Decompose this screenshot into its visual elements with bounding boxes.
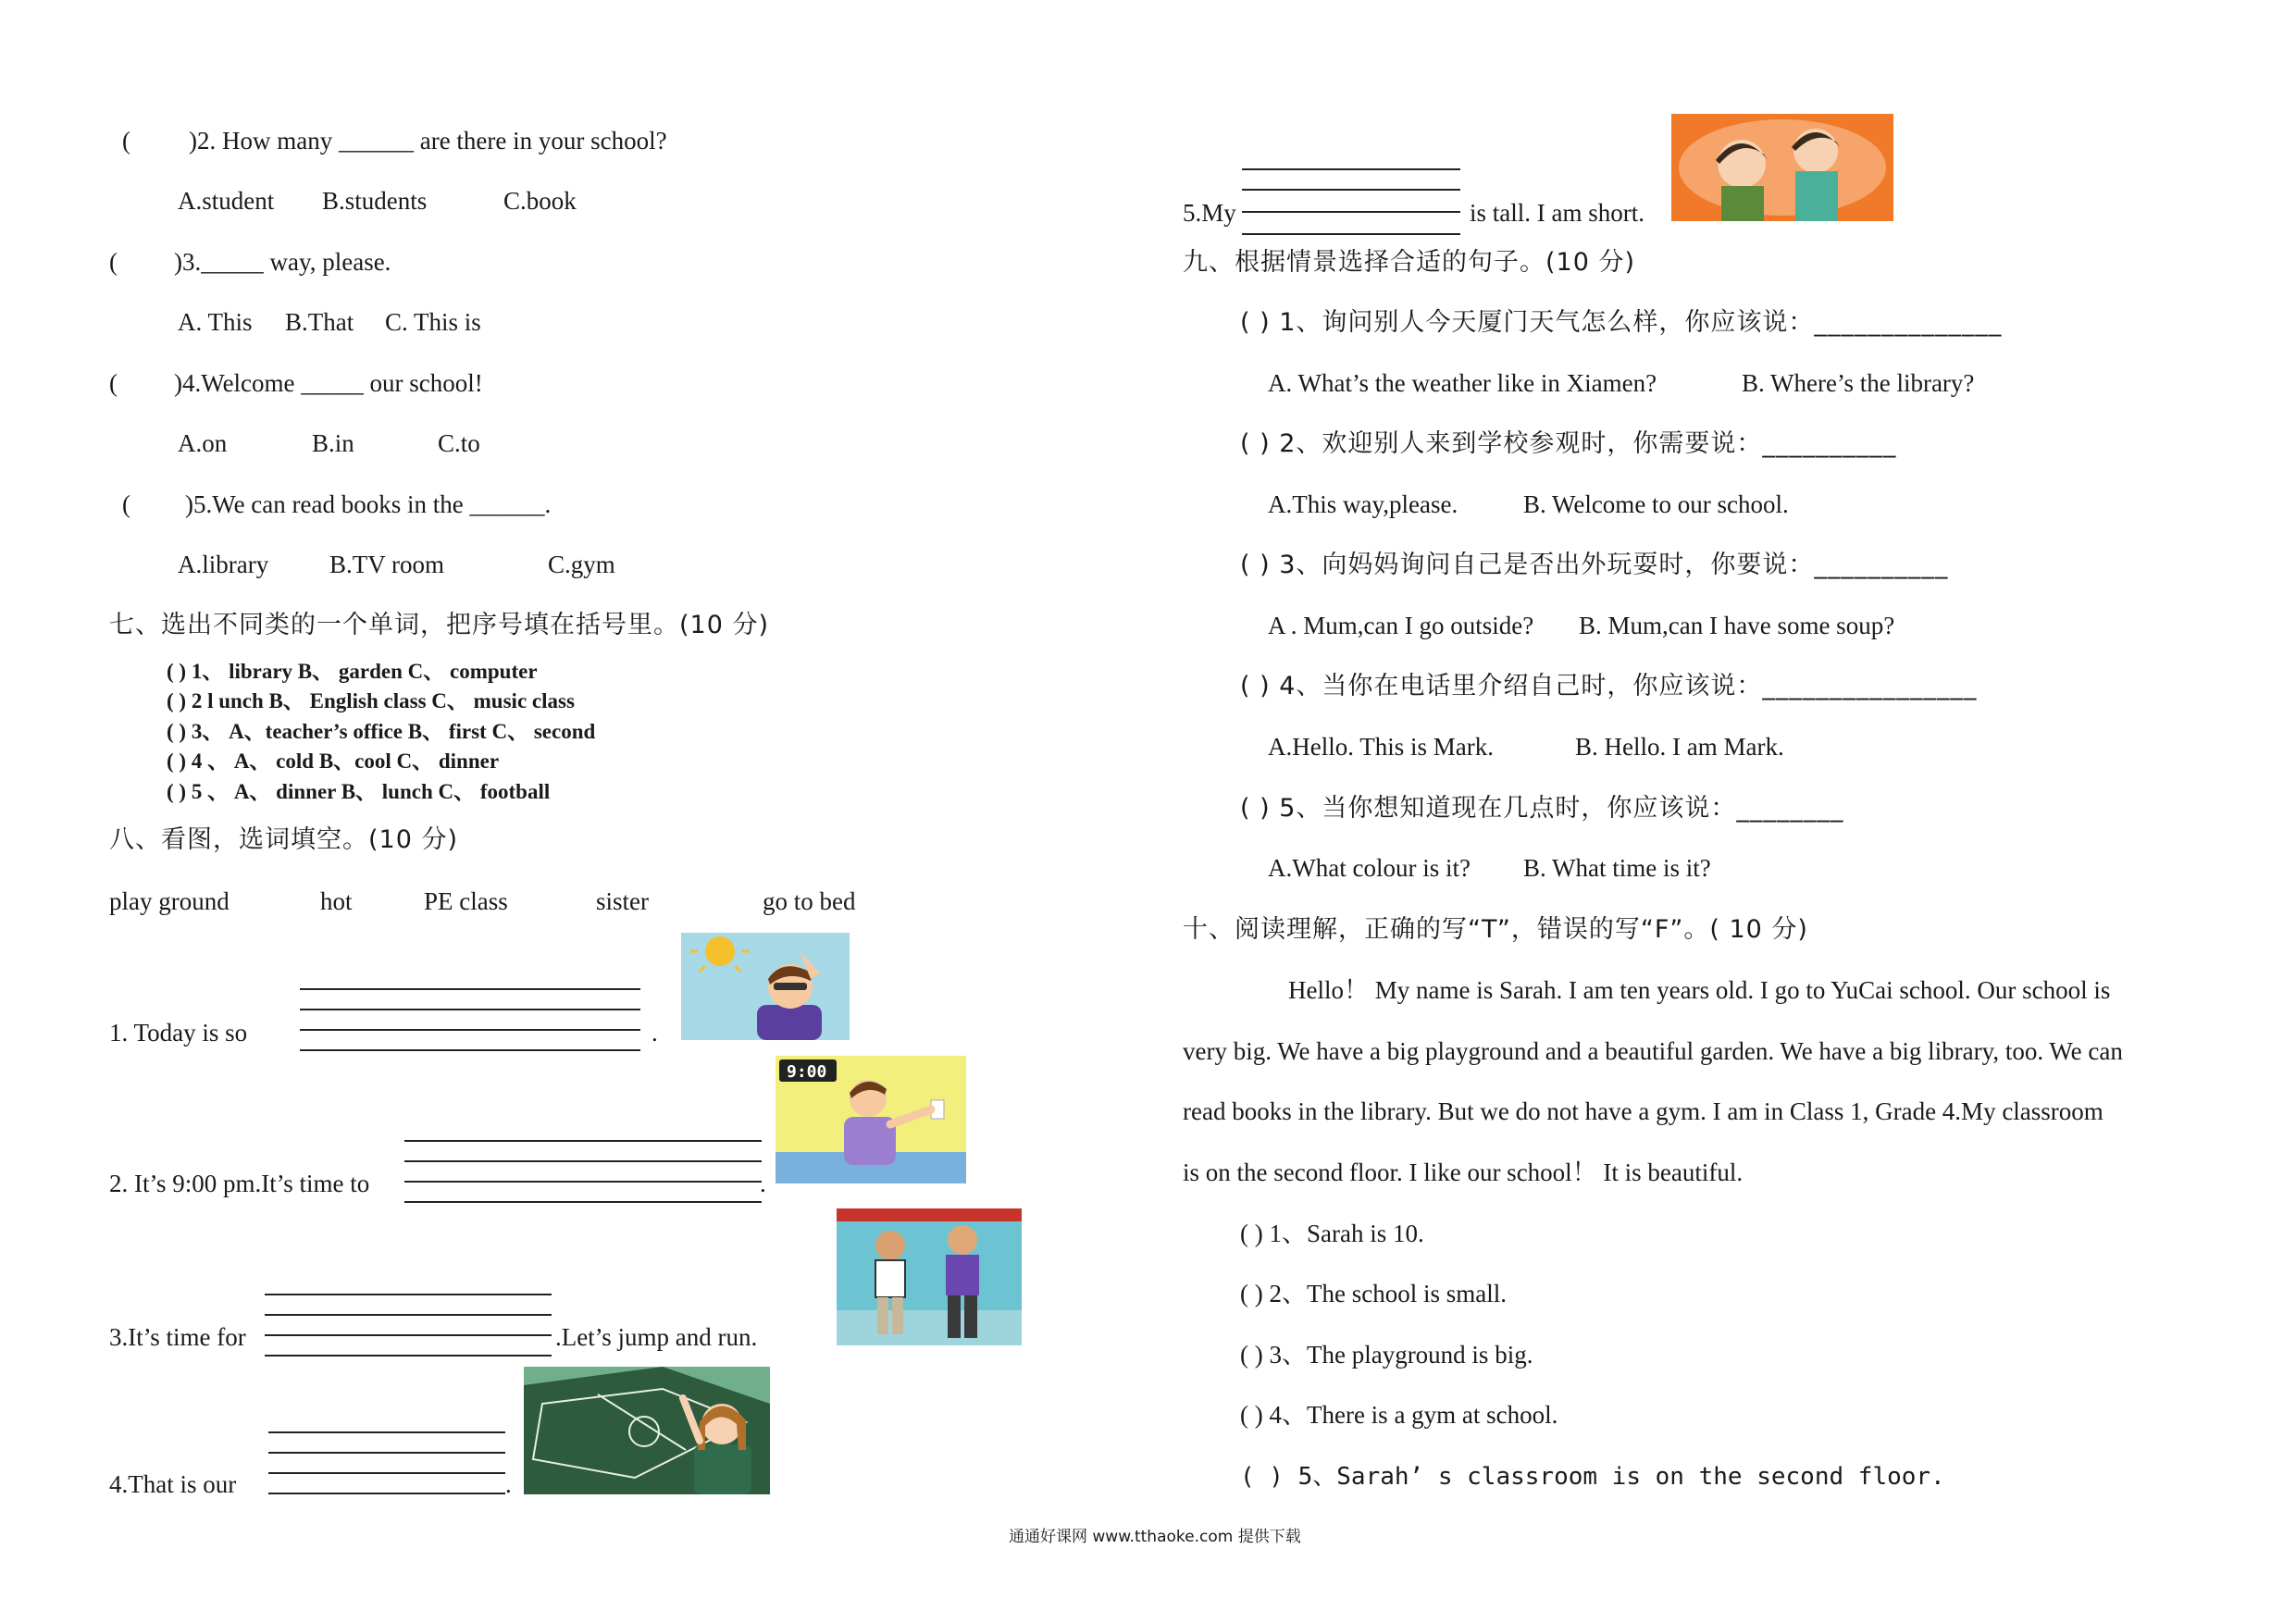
answer-line — [404, 1181, 762, 1183]
sec10-item-4: ( ) 4、There is a gym at school. — [1240, 1401, 1558, 1429]
answer-line — [404, 1160, 762, 1162]
playground-girl-picture — [524, 1367, 770, 1494]
sec10-item-1: ( ) 1、Sarah is 10. — [1240, 1220, 1424, 1247]
word-bank-1: play ground — [109, 887, 230, 915]
q3-text: )3._____ way, please. — [174, 248, 391, 276]
two-boys-picture — [837, 1208, 1022, 1345]
passage-line-4: is on the second floor. I like our school！ It is beautiful. — [1183, 1158, 1744, 1186]
sec9-q2: ( ) 2、欢迎别人来到学校参观时，你需要说：__________ — [1240, 429, 1897, 458]
sec9-q2-option-b: B. Welcome to our school. — [1523, 490, 1789, 518]
two-kids-picture — [1671, 114, 1893, 221]
sec9-q4-option-b: B. Hello. I am Mark. — [1575, 733, 1784, 761]
passage-line-3: read books in the library. But we do not have a gym. I am in Class 1, Grade 4.My classroom — [1183, 1097, 2104, 1125]
sec9-q3-option-a: A . Mum,can I go outside? — [1268, 612, 1534, 639]
answer-line — [265, 1355, 552, 1357]
svg-text:9:00: 9:00 — [787, 1062, 827, 1082]
answer-line — [1242, 189, 1460, 191]
answer-line — [300, 1049, 640, 1051]
sec9-q5-option-b: B. What time is it? — [1523, 854, 1711, 882]
sec10-item-2: ( ) 2、The school is small. — [1240, 1280, 1507, 1307]
sec9-q5-option-a: A.What colour is it? — [1268, 854, 1471, 882]
answer-line — [268, 1431, 505, 1433]
answer-line — [300, 988, 640, 990]
q5-paren: ( — [122, 490, 130, 518]
sec9-q1: ( ) 1、询问别人今天厦门天气怎么样，你应该说：______________ — [1240, 308, 2003, 337]
sec9-q2-option-a: A.This way,please. — [1268, 490, 1458, 518]
sec8-item-3-suffix: .Let’s jump and run. — [555, 1323, 758, 1351]
word-bank-5: go to bed — [763, 887, 856, 915]
sec9-q3: ( ) 3、向妈妈询问自己是否出外玩耍时，你要说：__________ — [1240, 551, 1949, 579]
sec9-q5: ( ) 5、当你想知道现在几点时，你应该说：________ — [1240, 794, 1844, 823]
q4-text: )4.Welcome _____ our school! — [174, 369, 483, 397]
answer-line — [268, 1472, 505, 1474]
q3-paren: ( — [109, 248, 118, 276]
answer-line — [404, 1201, 762, 1203]
answer-line — [1242, 168, 1460, 170]
q4-option-c: C.to — [438, 429, 480, 457]
word-bank-4: sister — [596, 887, 649, 915]
sec10-item-3: ( ) 3、The playground is big. — [1240, 1341, 1533, 1369]
q2-text: )2. How many ______ are there in your school? — [189, 127, 667, 155]
q3-option-a: A. This — [178, 308, 253, 336]
q2-paren: ( — [122, 127, 130, 155]
q4-option-a: A.on — [178, 429, 228, 457]
q3-option-b: B.That — [285, 308, 354, 336]
passage-line-2: very big. We have a big playground and a beautiful garden. We have a big library, too. We can — [1183, 1037, 2123, 1065]
passage-line-1: Hello！ My name is Sarah. I am ten years old. I go to YuCai school. Our school is — [1288, 976, 2111, 1004]
sec7-item-2: ( ) 2 l unch B、 English class C、 music class — [167, 689, 575, 712]
q2-option-a: A.student — [178, 187, 275, 215]
sec8-item-3-prefix: 3.It’s time for — [109, 1323, 246, 1351]
right-q5-prefix: 5.My — [1183, 199, 1236, 227]
q5-option-b: B.TV room — [329, 551, 445, 578]
answer-line — [265, 1294, 552, 1295]
q5-text: )5.We can read books in the ______. — [185, 490, 552, 518]
footer-source: 通通好课网 www.tthaoke.com 提供下载 — [1009, 1528, 1301, 1546]
sec8-item-4-suffix: . — [505, 1470, 512, 1498]
word-bank-3: PE class — [424, 887, 508, 915]
answer-line — [265, 1314, 552, 1316]
q2-option-c: C.book — [503, 187, 577, 215]
q5-option-a: A.library — [178, 551, 269, 578]
sec7-item-4: ( ) 4 、 A、 cold B、cool C、 dinner — [167, 750, 500, 773]
answer-line — [300, 1009, 640, 1010]
sec8-item-2-suffix: . — [760, 1170, 766, 1197]
answer-line — [1242, 211, 1460, 213]
sec10-item-5: ( ) 5、Sarah’ s classroom is on the second floor. — [1240, 1463, 1945, 1491]
sec7-item-1: ( ) 1、 library B、 garden C、 computer — [167, 660, 538, 683]
sec9-q4-option-a: A.Hello. This is Mark. — [1268, 733, 1494, 761]
sec9-q3-option-b: B. Mum,can I have some soup? — [1579, 612, 1895, 639]
q5-option-c: C.gym — [548, 551, 615, 578]
sec8-item-2-prefix: 2. It’s 9:00 pm.It’s time to — [109, 1170, 370, 1197]
q4-option-b: B.in — [312, 429, 354, 457]
word-bank-2: hot — [320, 887, 353, 915]
answer-line — [300, 1029, 640, 1031]
sec8-item-1-prefix: 1. Today is so — [109, 1019, 248, 1047]
sec7-item-5: ( ) 5 、 A、 dinner B、 lunch C、 football — [167, 780, 551, 803]
sec7-item-3: ( ) 3、 A、teacher’s office B、 first C、 second — [167, 720, 596, 743]
hot-boy-picture — [681, 933, 850, 1040]
answer-line — [404, 1140, 762, 1142]
answer-line — [1242, 233, 1460, 235]
section-9-heading: 九、根据情景选择合适的句子。(10 分) — [1183, 248, 1636, 277]
sec8-item-4-prefix: 4.That is our — [109, 1470, 237, 1498]
sec9-q1-option-b: B. Where’s the library? — [1742, 369, 1975, 397]
answer-line — [265, 1334, 552, 1336]
section-10-heading: 十、阅读理解，正确的写“T”，错误的写“F”。( 10 分) — [1183, 915, 1808, 944]
q3-option-c: C. This is — [385, 308, 481, 336]
sec8-item-1-suffix: . — [652, 1019, 658, 1047]
answer-line — [268, 1452, 505, 1454]
sec9-q1-option-a: A. What’s the weather like in Xiamen? — [1268, 369, 1657, 397]
right-q5-suffix: is tall. I am short. — [1470, 199, 1644, 227]
bedtime-boy-picture — [776, 1056, 966, 1183]
section-8-heading: 八、看图，选词填空。(10 分) — [109, 825, 459, 854]
sec9-q4: ( ) 4、当你在电话里介绍自己时，你应该说：________________ — [1240, 672, 1978, 700]
section-7-heading: 七、选出不同类的一个单词，把序号填在括号里。(10 分) — [109, 611, 770, 639]
q4-paren: ( — [109, 369, 118, 397]
q2-option-b: B.students — [322, 187, 428, 215]
answer-line — [268, 1493, 505, 1494]
